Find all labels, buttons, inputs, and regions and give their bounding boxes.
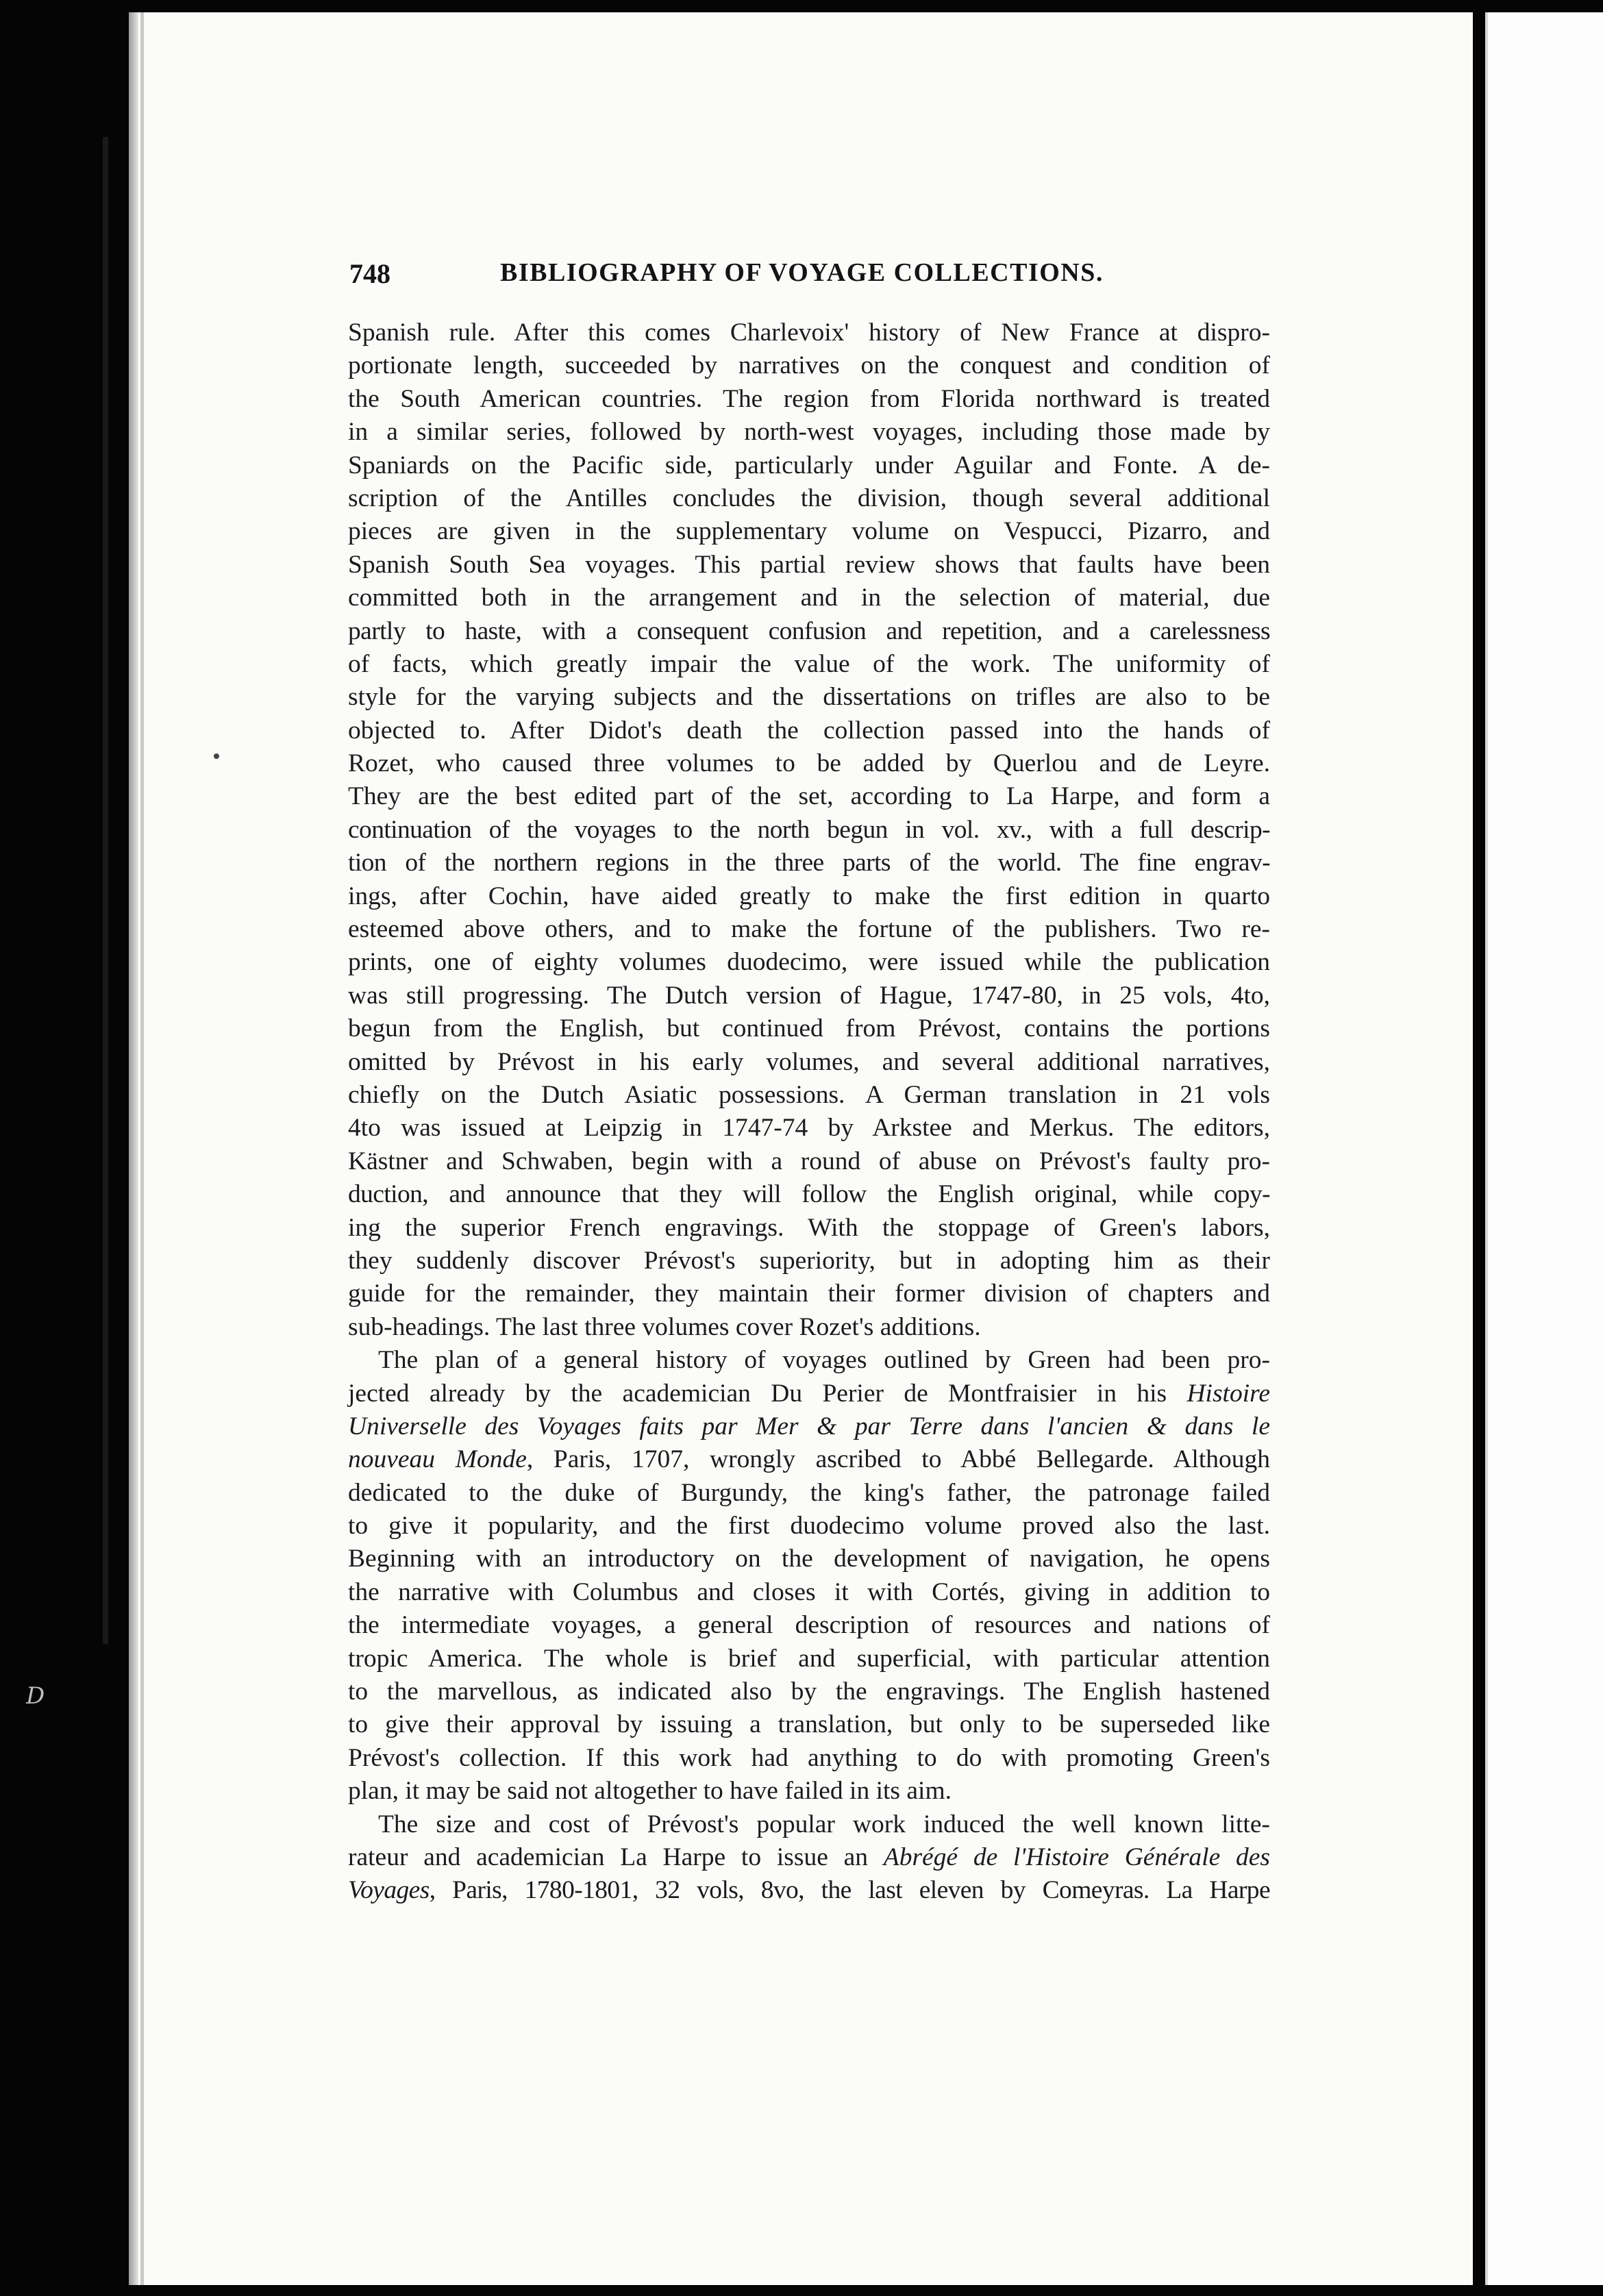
page-number: 748: [349, 258, 390, 289]
text-line: was still progressing. The Dutch version of Hague, 1747-80, in 25 vols, 4to,: [348, 981, 1270, 1010]
text-line: the narrative with Columbus and closes it with Cortés, giving in addition to: [348, 1577, 1270, 1606]
text-line: tion of the northern regions in the three parts of the world. The fine engrav-: [348, 849, 1270, 877]
text-line: begun from the English, but continued from Prévost, contains the portions: [348, 1014, 1270, 1043]
paragraph-start: The size and cost of Prévost's popular work induced the well known litte-: [378, 1810, 1270, 1838]
text-line: Kästner and Schwaben, begin with a round of abuse on Prévost's faulty pro-: [348, 1147, 1270, 1175]
text-line: Voyages, Paris, 1780-1801, 32 vols, 8vo, the last eleven by Comeyras. La Harpe: [348, 1876, 1270, 1905]
text-line: tropic America. The whole is brief and superficial, with particular attention: [348, 1644, 1270, 1673]
text-line: objected to. After Didot's death the collection passed into the hands of: [348, 716, 1270, 745]
gutter-mark: D: [26, 1682, 45, 1710]
text-line: esteemed above others, and to make the fortune of the publishers. Two re-: [348, 915, 1270, 944]
text-line: sub-headings. The last three volumes cover Rozet's additions.: [348, 1312, 981, 1341]
text-line: the intermediate voyages, a general description of resources and nations of: [348, 1611, 1270, 1640]
running-head: [349, 258, 1150, 299]
page-edge-shadow: [129, 12, 138, 2285]
text-line: Beginning with an introductory on the development of navigation, he opens: [348, 1545, 1270, 1573]
text-line: They are the best edited part of the set, according to La Harpe, and form a: [348, 782, 1270, 811]
paragraph-start: The plan of a general history of voyages outlined by Green had been pro-: [378, 1346, 1270, 1375]
text-line: duction, and announce that they will follow the English original, while copy-: [348, 1180, 1270, 1209]
text-line: prints, one of eighty volumes duodecimo, were issued while the publication: [348, 948, 1270, 977]
text-line: guide for the remainder, they maintain their former division of chapters and: [348, 1280, 1270, 1308]
margin-speck: [214, 753, 219, 759]
page-inner-shadow: [140, 12, 144, 2285]
text-line: 4to was issued at Leipzig in 1747-74 by Arkstee and Merkus. The editors,: [348, 1114, 1270, 1143]
text-line: to give their approval by issuing a translation, but only to be superseded like: [348, 1710, 1270, 1739]
adjacent-page-edge: [1485, 12, 1603, 2285]
text-line: pieces are given in the supplementary volume on Vespucci, Pizarro, and: [348, 517, 1270, 546]
text-line: partly to haste, with a consequent confusion and repetition, and a carelessness: [348, 616, 1270, 645]
text-line: to give it popularity, and the first duodecimo volume proved also the last.: [348, 1512, 1270, 1540]
text-line: scription of the Antilles concludes the division, though several additional: [348, 484, 1270, 512]
text-line: plan, it may be said not altogether to have failed in its aim.: [348, 1777, 952, 1806]
running-title: BIBLIOGRAPHY OF VOYAGE COLLECTIONS.: [500, 258, 1104, 287]
text-line: of facts, which greatly impair the value of the work. The uniformity of: [348, 649, 1270, 678]
text-line: ings, after Cochin, have aided greatly to make the first edition in quarto: [348, 882, 1270, 910]
text-line: ing the superior French engravings. With the stoppage of Green's labors,: [348, 1213, 1270, 1242]
text-line: continuation of the voyages to the north begun in vol. xv., with a full descrip-: [348, 815, 1270, 844]
text-line: Universelle des Voyages faits par Mer & par Terre dans l'ancien & dans le: [348, 1412, 1270, 1440]
text-line: Rozet, who caused three volumes to be added by Querlou and de Leyre.: [348, 749, 1270, 778]
text-line: the South American countries. The region from Florida northward is treated: [348, 384, 1270, 413]
text-line: omitted by Prévost in his early volumes, and several additional narratives,: [348, 1047, 1270, 1076]
text-line: committed both in the arrangement and in the selection of material, due: [348, 584, 1270, 612]
text-line: dedicated to the duke of Burgundy, the king's father, the patronage failed: [348, 1478, 1270, 1507]
text-line: portionate length, succeeded by narratives on the conquest and condition of: [348, 351, 1270, 380]
text-line: Spanish South Sea voyages. This partial review shows that faults have been: [348, 550, 1270, 579]
text-line: Spaniards on the Pacific side, particularly under Aguilar and Fonte. A de-: [348, 451, 1270, 479]
text-line: they suddenly discover Prévost's superiority, but in adopting him as their: [348, 1246, 1270, 1275]
text-line: rateur and academician La Harpe to issue an Abrégé de l'Histoire Générale des: [348, 1843, 1270, 1871]
text-line: chiefly on the Dutch Asiatic possessions. A German translation in 21 vols: [348, 1080, 1270, 1109]
text-line: jected already by the academician Du Perier de Montfraisier in his Histoire: [348, 1379, 1270, 1408]
text-line: to the marvellous, as indicated also by the engravings. The English hastened: [348, 1677, 1270, 1706]
text-line: nouveau Monde, Paris, 1707, wrongly ascribed to Abbé Bellegarde. Although: [348, 1445, 1271, 1474]
binding-edge: [103, 137, 108, 1644]
text-line: Prévost's collection. If this work had anything to do with promoting Green's: [348, 1743, 1270, 1772]
text-line: style for the varying subjects and the dissertations on trifles are also to be: [348, 683, 1270, 712]
text-line: Spanish rule. After this comes Charlevoix' history of New France at dispro-: [348, 319, 1270, 347]
text-line: in a similar series, followed by north-west voyages, including those made by: [348, 418, 1270, 447]
body-text: [348, 316, 1270, 1908]
